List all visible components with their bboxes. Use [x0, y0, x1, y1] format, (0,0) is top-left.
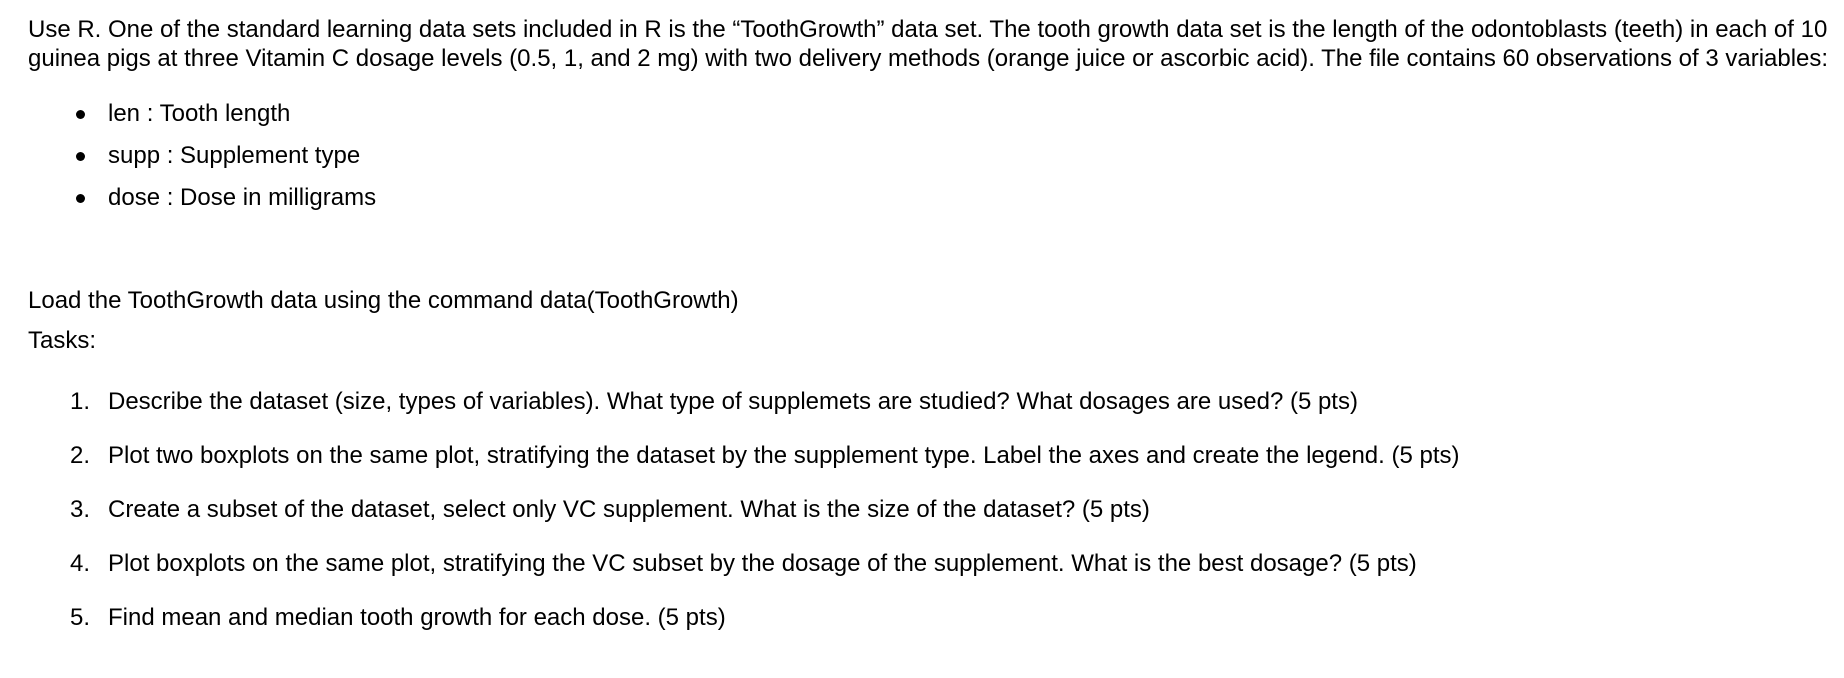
- task-number: 2.: [70, 442, 91, 469]
- task-number: 4.: [70, 550, 91, 577]
- task-number: 5.: [70, 604, 91, 631]
- task-item: [28, 375, 1834, 429]
- variable-list: [28, 93, 1834, 219]
- variable-text: supp : Supplement type: [108, 142, 361, 169]
- variable-text: dose : Dose in milligrams: [108, 184, 377, 211]
- list-item: [28, 93, 1834, 135]
- load-instruction: Load the ToothGrowth data using the command data(ToothGrowth): [28, 287, 739, 314]
- task-number: 1.: [70, 388, 91, 415]
- variable-text: len : Tooth length: [108, 100, 291, 127]
- list-item: [28, 177, 1834, 219]
- task-number: 3.: [70, 496, 91, 523]
- task-item: [28, 537, 1834, 591]
- bullet-icon: [76, 110, 85, 119]
- task-text: Find mean and median tooth growth for each dose. (5 pts): [108, 604, 726, 631]
- task-text: Create a subset of the dataset, select only VC supplement. What is the size of the dataset? (5 pts): [108, 496, 1150, 523]
- task-text: Plot two boxplots on the same plot, stratifying the dataset by the supplement type. Label the axes and create the legend. (5 pts): [108, 442, 1460, 469]
- bullet-icon: [76, 194, 85, 203]
- task-text: Plot boxplots on the same plot, stratifying the VC subset by the dosage of the supplement. What is the best dosage? (5 pts): [108, 550, 1417, 577]
- task-text: Describe the dataset (size, types of variables). What type of supplemets are studied? What dosages are used? (5 pts): [108, 388, 1358, 415]
- task-list: [28, 375, 1834, 645]
- task-item: [28, 483, 1834, 537]
- task-item: [28, 591, 1834, 645]
- intro-paragraph: Use R. One of the standard learning data sets included in R is the “ToothGrowth” data set. The tooth growth data set is the length of the odontoblasts (teeth) in each of 10 guinea pigs at three Vitamin C dosage levels (0.5, 1, and 2 mg) with two delivery methods (orange juice or ascorbic acid). The file contains 60 observations of 3 variables:: [28, 16, 1829, 72]
- list-item: [28, 135, 1834, 177]
- task-item: [28, 429, 1834, 483]
- bullet-icon: [76, 152, 85, 161]
- tasks-heading: Tasks:: [28, 327, 97, 354]
